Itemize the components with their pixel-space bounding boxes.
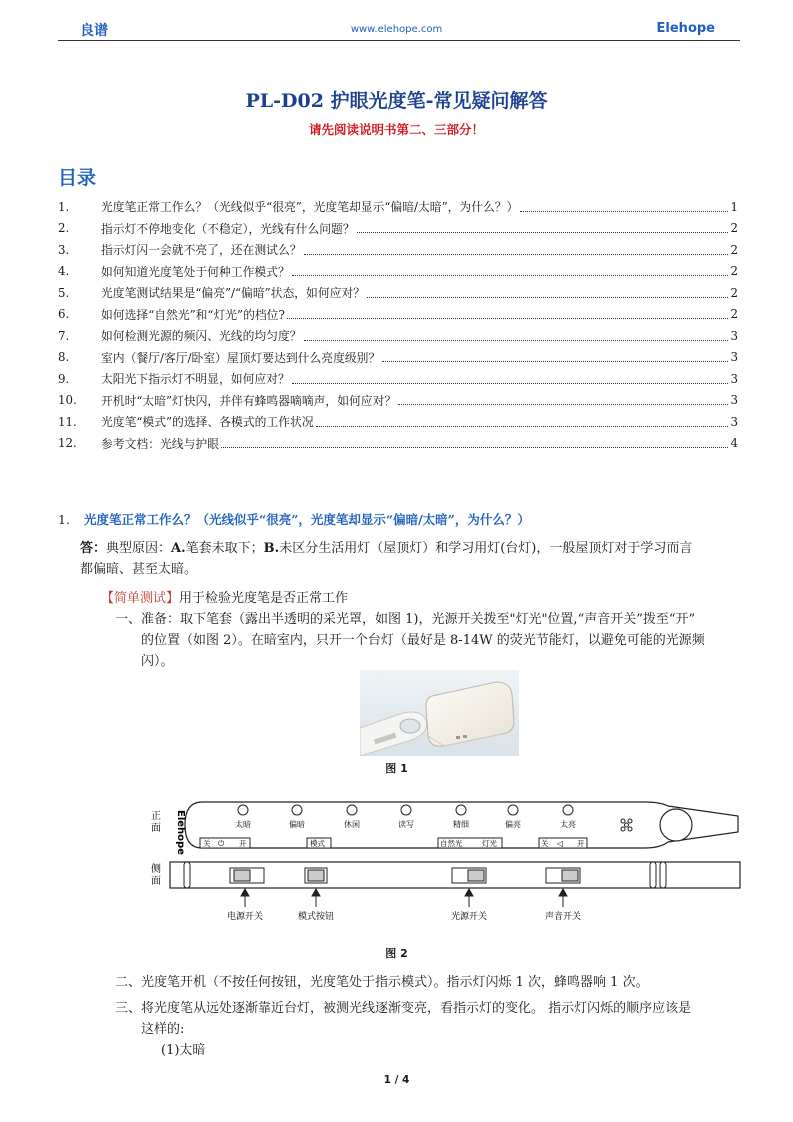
toc-item-number: 3.: [58, 242, 70, 257]
toc-item[interactable]: [58, 282, 738, 304]
pen-brand-vertical: Elehope: [175, 810, 186, 855]
power-icon: ⏻: [218, 839, 225, 848]
callout-label: 声音开关: [544, 912, 582, 922]
toc-item-number: 12.: [58, 436, 77, 451]
toc-item[interactable]: [58, 239, 738, 261]
toc-item-number: 2.: [58, 221, 70, 236]
toc-leader-dots: [292, 374, 729, 384]
simple-test-text: 用于检验光度笔是否正常工作: [179, 591, 349, 606]
toc-item-page: 3: [730, 328, 738, 343]
toc-item-number: 7.: [58, 328, 70, 343]
toc-item[interactable]: [58, 368, 738, 390]
toc-item-page: 3: [730, 414, 738, 429]
toc-item-text: 太阳光下指示灯不明显，如何应对？: [101, 372, 290, 387]
toc-leader-dots: [382, 352, 728, 362]
label-front: 正面: [151, 811, 161, 834]
toc-item-page: 4: [730, 436, 738, 451]
step-3: [115, 998, 745, 1061]
led-indicator: [238, 805, 248, 815]
toc-leader-dots: [520, 202, 728, 212]
toc-leader-dots: [357, 223, 729, 233]
toc-item-number: 5.: [58, 285, 70, 300]
led-label: 读写: [398, 820, 414, 829]
step-1-line-1: 一、准备：取下笔套（露出半透明的采光罩，如图 1)，光源开关拨至"灯光"位置,“声音开关”拨至“开”: [115, 612, 696, 627]
answer-a: 笔套未取下；: [185, 541, 264, 556]
led-label: 太亮: [560, 820, 576, 829]
answer-b-mark: B.: [263, 541, 280, 556]
section-1-heading: [58, 510, 530, 528]
toc-leader-dots: [316, 417, 729, 427]
toc-item[interactable]: [58, 261, 738, 283]
toc-item-text: 光度笔测试结果是“偏亮”/“偏暗”状态，如何应对？: [101, 286, 366, 301]
figure-1-caption: 图 1: [385, 762, 408, 775]
toc-item-number: 1.: [58, 199, 70, 214]
sensor-window: [660, 809, 692, 841]
toc-item-number: 9.: [58, 371, 70, 386]
answer-pre: 典型原因：: [106, 541, 172, 556]
toc-item-text: 开机时“太暗”灯快闪，并伴有蜂鸣器嘀嘀声，如何应对？: [101, 393, 397, 408]
sound-switch-knob: [562, 870, 578, 881]
led-indicator: [508, 805, 518, 815]
toc-heading: 目录: [58, 167, 97, 189]
toc-item-text: 光度笔正常工作么？（光线似乎“很亮”，光度笔却显示“偏暗/太暗”，为什么？）: [101, 200, 519, 215]
step-1: [115, 609, 745, 672]
answer-a-mark: A.: [171, 541, 186, 556]
toc-item[interactable]: [58, 304, 738, 326]
led-label: 休闲: [344, 820, 360, 829]
header-url[interactable]: www.elehope.com: [350, 24, 443, 35]
toc-item-page: 2: [730, 264, 738, 279]
answer-b-line1: 未区分生活用灯（屋顶灯）和学习用灯(台灯)，一般屋顶灯对于学习而言: [279, 541, 693, 556]
toc-item-number: 10.: [58, 393, 77, 408]
power-switch-knob: [234, 870, 250, 881]
step-3-line-2: 这样的:: [141, 1022, 185, 1037]
figure-1-photo: [360, 670, 519, 756]
toc-leader-dots: [287, 309, 729, 319]
step-3-line-1: 三、将光度笔从远处逐渐靠近台灯，被测光线逐渐变亮，看指示灯的变化。 指示灯闪烁的顺序应该是: [115, 1001, 692, 1016]
toc-item-number: 4.: [58, 264, 70, 279]
callout-labels: [227, 910, 581, 922]
led-indicator: [401, 805, 411, 815]
toc-item-text: 如何选择“自然光”和“灯光”的档位?: [101, 307, 285, 322]
answer-label: 答：: [80, 541, 107, 556]
page-number: 1 / 4: [383, 1074, 410, 1086]
toc-item-number: 6.: [58, 307, 70, 322]
callout-label: 电源开关: [226, 912, 264, 922]
document-subtitle: 请先阅读说明书第二、三部分！: [308, 122, 484, 137]
light-switch-knob: [468, 870, 484, 881]
sound-on-label: 开: [577, 839, 585, 848]
toc-item-text: 光度笔“模式”的选择、各模式的工作状况: [101, 415, 314, 430]
led-label: 精细: [453, 820, 469, 829]
callout-label: 模式按钮: [297, 912, 335, 922]
power-on-label: 开: [239, 839, 247, 848]
table-of-contents: [58, 196, 738, 454]
answer-b-line2: 都偏暗、甚至太暗。: [80, 562, 198, 577]
page-header: [0, 0, 793, 42]
toc-item-number: 8.: [58, 350, 70, 365]
callout-label: 光源开关: [450, 912, 488, 922]
mode-button-knob: [308, 870, 324, 881]
toc-item-page: 3: [730, 371, 738, 386]
document-title: PL-D02 护眼光度笔-常见疑问解答: [245, 90, 548, 112]
section-1-title: 光度笔正常工作么？（光线似乎“很亮”，光度笔却显示“偏暗/太暗”，为什么？）: [84, 512, 530, 527]
side-clip-left: [184, 862, 190, 888]
power-off-label: 关: [203, 839, 211, 848]
callout-arrows: [241, 889, 567, 907]
led-label: 偏暗: [289, 820, 305, 829]
sound-off-label: 关: [541, 839, 549, 848]
brand-chinese: 良谱: [80, 23, 108, 39]
toc-item-number: 11.: [58, 414, 77, 429]
toc-leader-dots: [304, 331, 729, 341]
toc-leader-dots: [292, 266, 729, 276]
led-indicator: [292, 805, 302, 815]
led-label: 太暗: [235, 820, 251, 829]
step-2: 二、光度笔开机（不按任何按钮，光度笔处于指示模式）。指示灯闪烁 1 次，蜂鸣器响 1 次。: [115, 975, 649, 990]
side-clip-right-2: [660, 862, 666, 888]
header-divider: [58, 40, 740, 41]
toc-leader-dots: [304, 245, 729, 255]
toc-item-text: 如何检测光源的频闪、光线的均匀度？: [101, 329, 302, 344]
step-1-line-3: 闪）。: [141, 654, 174, 669]
mode-label: 模式: [310, 839, 325, 848]
toc-item[interactable]: [58, 196, 738, 218]
toc-item-page: 2: [730, 242, 738, 257]
figure-2-caption: 图 2: [385, 947, 408, 960]
figure-2-diagram: [140, 792, 745, 928]
toc-leader-dots: [398, 395, 728, 405]
toc-item-page: 3: [730, 350, 738, 365]
brand-english: Elehope: [656, 21, 715, 36]
toc-item-text: 如何知道光度笔处于何种工作模式？: [101, 264, 290, 279]
led-label: 偏亮: [505, 820, 521, 829]
toc-leader-dots: [367, 288, 728, 298]
toc-item-text: 指示灯闪一会就不亮了，还在测试么？: [101, 243, 302, 258]
answer-paragraph: [80, 538, 740, 580]
light-natural-label: 自然光: [440, 839, 463, 848]
toc-item[interactable]: [58, 411, 738, 433]
led-indicator: [347, 805, 357, 815]
light-lamp-label: 灯光: [482, 839, 497, 848]
side-clip-right-1: [650, 862, 656, 888]
label-side: 侧面: [151, 864, 161, 887]
toc-item-page: 2: [730, 285, 738, 300]
toc-item[interactable]: [58, 218, 738, 240]
section-1-number: 1.: [58, 512, 70, 527]
toc-item-page: 1: [730, 199, 738, 214]
simple-test-label: 【简单测试】: [101, 591, 180, 606]
led-indicator: [456, 805, 466, 815]
step-3-item-1: (1)太暗: [161, 1043, 206, 1058]
toc-item[interactable]: [58, 347, 738, 369]
step-1-line-2: 的位置（如图 2）。在暗室内，只开一个台灯（最好是 8-14W 的荧光节能灯，以避免可能的光源频: [141, 633, 705, 648]
toc-item-page: 2: [730, 221, 738, 236]
toc-item-page: 2: [730, 307, 738, 322]
toc-item[interactable]: [58, 433, 738, 455]
toc-item-page: 3: [730, 393, 738, 408]
toc-item-text: 指示灯不停地变化（不稳定），光线有什么问题？: [101, 221, 355, 236]
toc-item[interactable]: [58, 390, 738, 412]
speaker-icon: ◁: [557, 839, 564, 848]
simple-test-line: [101, 588, 348, 609]
toc-item[interactable]: [58, 325, 738, 347]
toc-item-text: 参考文档：光线与护眼: [101, 436, 219, 451]
toc-item-text: 室内（餐厅/客厅/卧室）屋顶灯要达到什么亮度级别？: [101, 350, 381, 365]
toc-leader-dots: [221, 438, 729, 448]
led-indicator: [563, 805, 573, 815]
